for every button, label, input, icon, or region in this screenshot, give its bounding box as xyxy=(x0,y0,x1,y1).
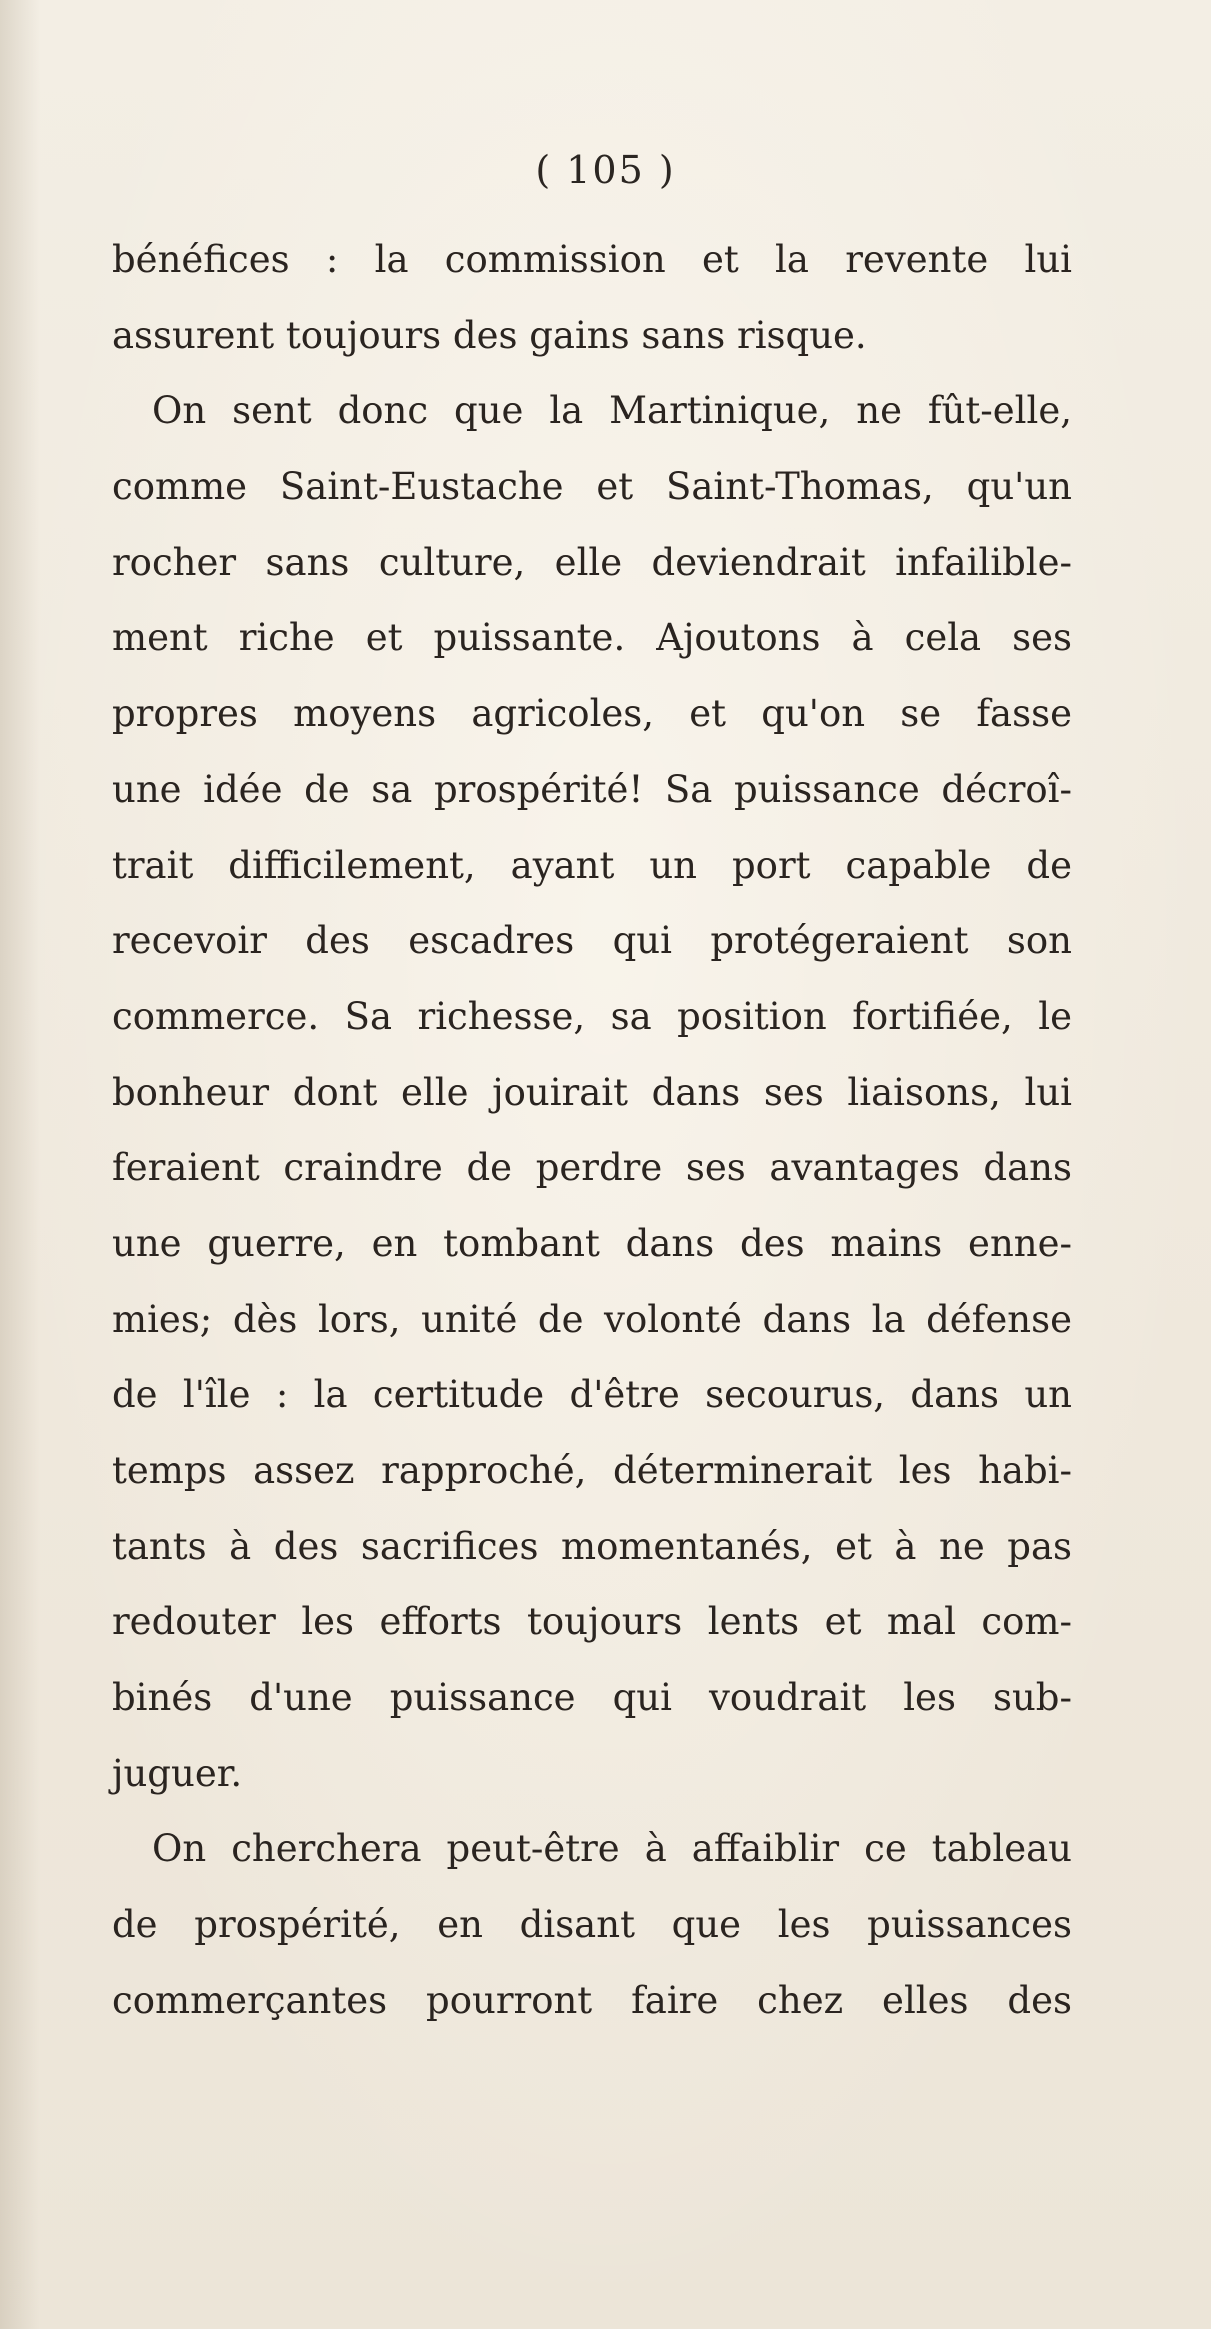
text-line: commerçantes pourront faire chez elles des xyxy=(112,1978,1072,2022)
text-line: binés d'une puissance qui voudrait les sub- xyxy=(112,1676,1072,1720)
text-line: propres moyens agricoles, et qu'on se fasse xyxy=(112,692,1072,736)
text-line: de l'île : la certitude d'être secourus, dans un xyxy=(112,1373,1072,1417)
body-text xyxy=(112,222,1072,2039)
text-line: tants à des sacrifices momentanés, et à ne pas xyxy=(112,1524,1072,1568)
text-line: une idée de sa prospérité! Sa puissance décroî- xyxy=(112,767,1072,811)
text-line: juguer. xyxy=(112,1751,243,1795)
text-line: On sent donc que la Martinique, ne fût-elle, xyxy=(152,389,1072,433)
page-number: ( 105 ) xyxy=(535,148,676,192)
text-line: comme Saint-Eustache et Saint-Thomas, qu'un xyxy=(112,465,1072,509)
text-line: de prospérité, en disant que les puissances xyxy=(112,1903,1072,1947)
text-line: mies; dès lors, unité de volonté dans la défense xyxy=(112,1297,1072,1341)
text-line: trait difficilement, ayant un port capable de xyxy=(112,843,1072,887)
text-line: temps assez rapproché, déterminerait les habi- xyxy=(112,1449,1072,1492)
page-gutter-shadow xyxy=(0,0,40,2329)
text-line: recevoir des escadres qui protégeraient son xyxy=(112,919,1072,963)
text-line: On cherchera peut-être à affaiblir ce tableau xyxy=(152,1827,1072,1871)
text-line: une guerre, en tombant dans des mains enne- xyxy=(112,1221,1072,1265)
text-line: commerce. Sa richesse, sa position fortifiée, le xyxy=(112,994,1072,1038)
text-line: bonheur dont elle jouirait dans ses liaisons, lui xyxy=(112,1070,1072,1114)
text-line: assurent toujours des gains sans risque. xyxy=(112,313,867,357)
text-line: rocher sans culture, elle deviendrait infailible- xyxy=(112,540,1072,584)
text-line: feraient craindre de perdre ses avantages dans xyxy=(112,1146,1072,1190)
text-line: bénéfices : la commission et la revente lui xyxy=(112,238,1072,281)
text-line: redouter les efforts toujours lents et mal com- xyxy=(112,1600,1072,1644)
text-line: ment riche et puissante. Ajoutons à cela ses xyxy=(112,616,1072,660)
